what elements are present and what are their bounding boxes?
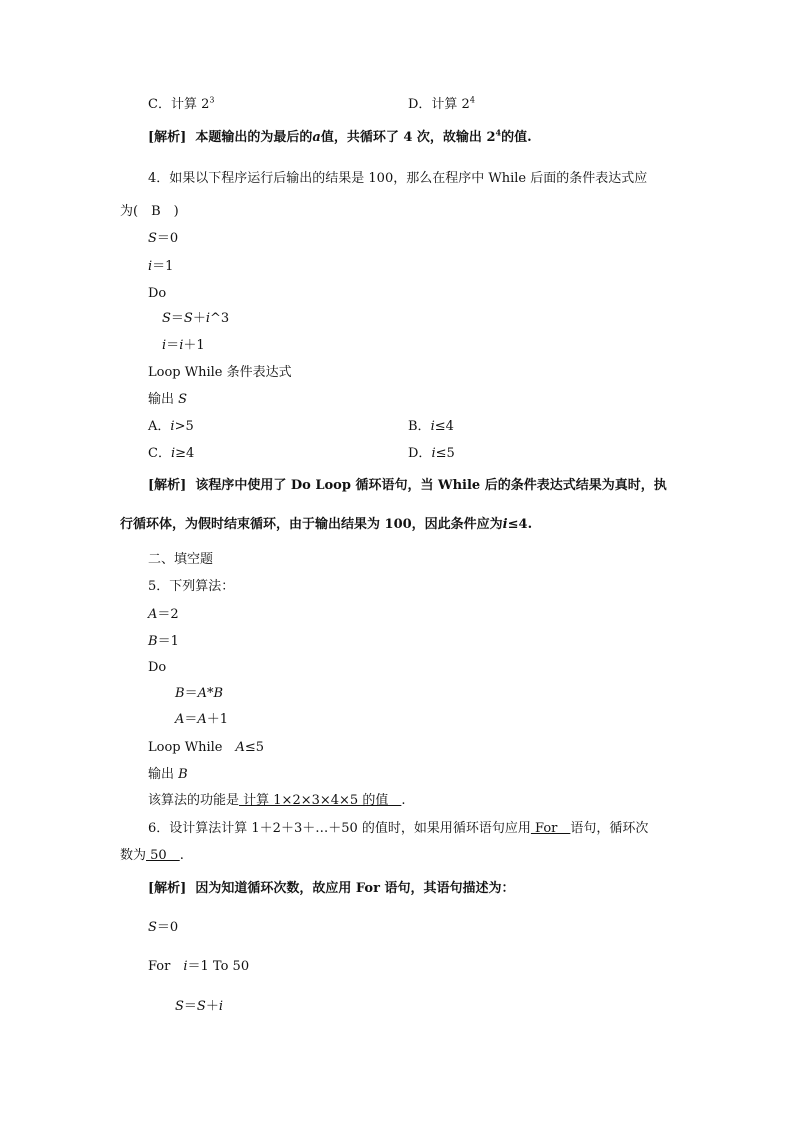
q4-code-line: 输出 S	[148, 392, 188, 407]
q4-code-line: Do	[148, 286, 167, 301]
q4-option-b: B．i≤4	[408, 419, 454, 434]
q4-analysis-line1: [解析] 该程序中使用了 Do Loop 循环语句，当 While 后的条件表达式结果为真时，执	[148, 478, 667, 493]
q6-stem-line2: 数为 50 .	[120, 848, 184, 863]
q4-analysis-line2: 行循环体，为假时结束循环，由于输出结果为 100，因此条件应为i≤4.	[120, 517, 533, 532]
q6-code-line: For i＝1 To 50	[148, 959, 250, 974]
q5-code-line: Do	[148, 660, 167, 675]
q5-answer: 计算 1×2×3×4×5 的值	[239, 793, 402, 808]
section-title: 二、填空题	[148, 552, 214, 567]
q4-option-d: D．i≤5	[408, 446, 455, 461]
q5-code-line: A＝2	[148, 607, 179, 622]
q6-answer-count: 50	[146, 848, 180, 863]
q3-option-c: C．计算 $2^3$	[148, 95, 215, 112]
q4-stem-line1: 4．如果以下程序运行后输出的结果是 100，那么在程序中 While 后面的条件表达式应	[148, 171, 648, 186]
analysis-tag: [解析]	[148, 881, 187, 896]
q4-code-line: S＝S＋i^3	[162, 311, 230, 326]
q4-code-line: i＝1	[148, 259, 174, 274]
q5-code-line: B＝1	[148, 634, 179, 649]
q4-code-line: i＝i＋1	[162, 338, 205, 353]
q5-code-line: 输出 B	[148, 767, 188, 782]
q6-answer-statement: For	[530, 821, 571, 836]
q5-code-line: A＝A＋1	[175, 712, 229, 727]
q3-option-d: D．计算 $2^4$	[408, 95, 475, 112]
q4-code-line: S＝0	[148, 231, 179, 246]
q6-code-line: S＝S＋i	[175, 999, 224, 1014]
q4-stem-line2: 为( B )	[120, 204, 179, 219]
q5-stem: 5．下列算法：	[148, 579, 235, 594]
q3-analysis: [解析] 本题输出的为最后的a值，共循环了 4 次，故输出 $2^4$的值.	[148, 127, 532, 145]
q5-function-line: 该算法的功能是 计算 1×2×3×4×5 的值 .	[148, 793, 406, 808]
q6-analysis: [解析] 因为知道循环次数，故应用 For 语句，其语句描述为：	[148, 881, 515, 896]
analysis-tag: [解析]	[148, 130, 187, 145]
q4-code-line: Loop While 条件表达式	[148, 365, 292, 380]
q5-code-line: B＝A*B	[175, 686, 224, 701]
q6-stem-line1: 6．设计算法计算 1＋2＋3＋…＋50 的值时，如果用循环语句应用 For 语句，循环次	[148, 821, 649, 836]
q4-option-a: A．i>5	[148, 419, 194, 434]
analysis-tag: [解析]	[148, 478, 187, 493]
q5-code-line: Loop While A≤5	[148, 740, 265, 755]
q6-code-line: S＝0	[148, 920, 179, 935]
q4-option-c: C．i≥4	[148, 446, 195, 461]
